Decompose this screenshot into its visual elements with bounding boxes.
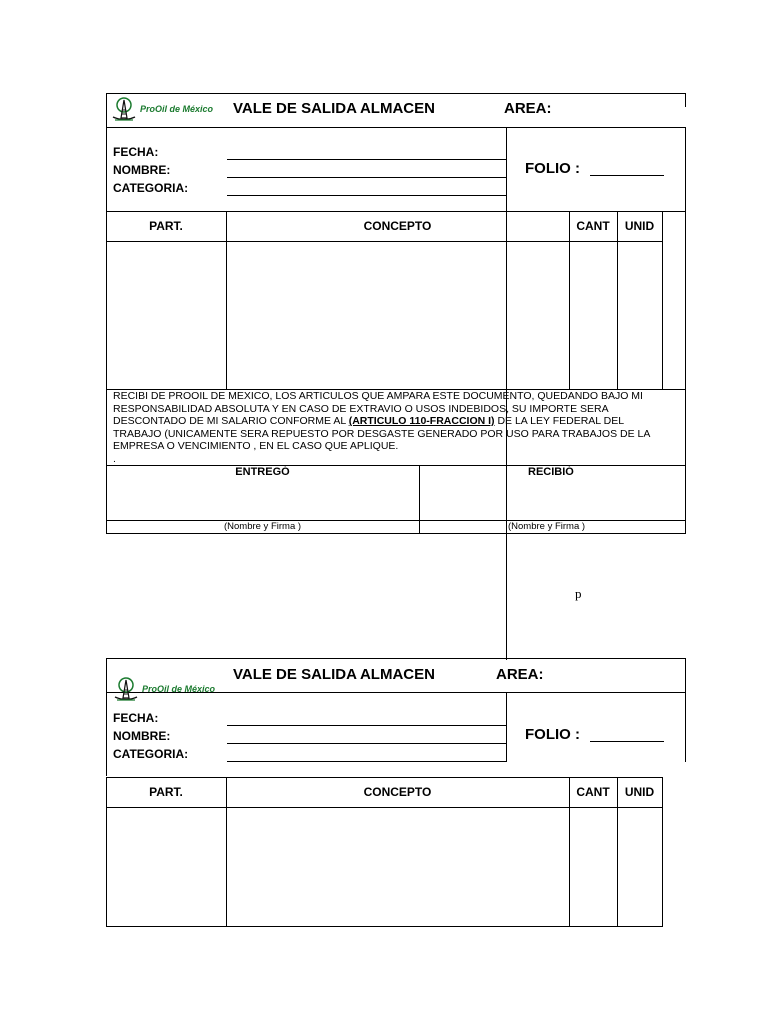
categoria-field-line[interactable] [227,195,506,196]
table-col-divider-2 [569,777,570,926]
entrego-firma-caption: (Nombre y Firma ) [223,521,302,532]
center-divider-line [506,692,507,762]
col-header-cant: CANT [576,785,610,799]
header-bottom-line [106,127,686,128]
company-logo [110,96,213,122]
form-1-bottom-line [106,533,686,534]
legal-line-5: EMPRESA O VENCIMIENTO , EN EL CASO QUE APLIQUE. [113,440,399,453]
col-header-unid: UNID [624,219,655,233]
fecha-field-line[interactable] [227,159,506,160]
frame-right-tick [685,93,686,107]
fecha-field-line[interactable] [227,725,506,726]
table-top-line [106,777,663,778]
area-label: AREA: [504,100,552,117]
table-bottom-line [106,926,663,927]
table-col-divider-4 [662,777,663,926]
form-title: VALE DE SALIDA ALMACEN [233,666,435,683]
categoria-label: CATEGORIA: [113,747,189,761]
folio-label: FOLIO : [525,726,580,743]
col-header-part: PART. [149,219,183,233]
recibio-firma-caption: (Nombre y Firma ) [508,521,586,532]
article-reference: (ARTICULO 110-FRACCION I) [348,415,495,428]
frame-top-line [106,658,686,659]
company-logo [112,676,215,702]
folio-label: FOLIO : [525,160,580,177]
oil-derrick-logo-icon [112,676,140,702]
table-col-divider-3 [617,777,618,926]
company-name: ProOil de México [140,104,214,114]
table-col-divider-4 [662,211,663,389]
nombre-field-line[interactable] [227,177,506,178]
legal-line-3 [113,415,650,428]
legal-text [113,390,650,466]
col-header-part: PART. [149,785,183,799]
table-header-bottom-line [106,807,663,808]
table-left-line [106,777,107,926]
table-col-divider-2 [569,211,570,389]
frame-top-line [106,93,686,94]
folio-field-line[interactable] [590,175,664,176]
oil-derrick-logo-icon [110,96,138,122]
fecha-label: FECHA: [113,145,159,159]
signature-divider [419,465,420,533]
categoria-field-line[interactable] [227,761,506,762]
legal-line-1: RECIBI DE PROOIL DE MEXICO, LOS ARTICULOS QUE AMPARA ESTE DOCUMENTO, QUEDANDO BAJO MI [113,390,643,402]
col-header-concepto: CONCEPTO [363,219,432,233]
area-label: AREA: [496,666,544,683]
col-header-cant: CANT [576,219,610,233]
nombre-label: NOMBRE: [113,163,171,177]
frame-right-line [685,127,686,533]
table-col-divider-1 [226,777,227,926]
recibio-label: RECIBIÓ [528,466,574,478]
nombre-label: NOMBRE: [113,729,171,743]
company-name: ProOil de México [142,684,216,694]
legal-line-6: . [113,452,116,465]
folio-field-line[interactable] [590,741,664,742]
col-header-concepto: CONCEPTO [363,785,432,799]
col-header-unid: UNID [624,785,655,799]
legal-line-3-post: DE LA LEY FEDERAL DEL [494,415,625,428]
legal-line-2: RESPONSABILIDAD ABSOLUTA Y EN CASO DE EXTRAVIO O USOS INDEBIDOS, SU IMPORTE SERA [113,402,609,415]
table-col-divider-3 [617,211,618,389]
legal-line-4: TRABAJO (UNICAMENTE SERA REPUESTO POR DESGASTE GENERADO POR USO PARA TRABAJOS DE LA [113,427,651,440]
table-top-line [106,211,686,212]
categoria-label: CATEGORIA: [113,181,189,195]
table-header-bottom-line [106,241,663,242]
fecha-label: FECHA: [113,711,159,725]
table-col-divider-1 [226,211,227,389]
form-title: VALE DE SALIDA ALMACEN [233,100,435,117]
legal-line-3-pre: DESCONTADO DE MI SALARIO CONFORME AL [113,415,349,428]
entrego-label: ENTREGÓ [235,466,290,478]
nombre-field-line[interactable] [227,743,506,744]
frame-left-line [106,658,107,776]
stray-mark: p [575,586,582,601]
frame-right-line [685,658,686,762]
